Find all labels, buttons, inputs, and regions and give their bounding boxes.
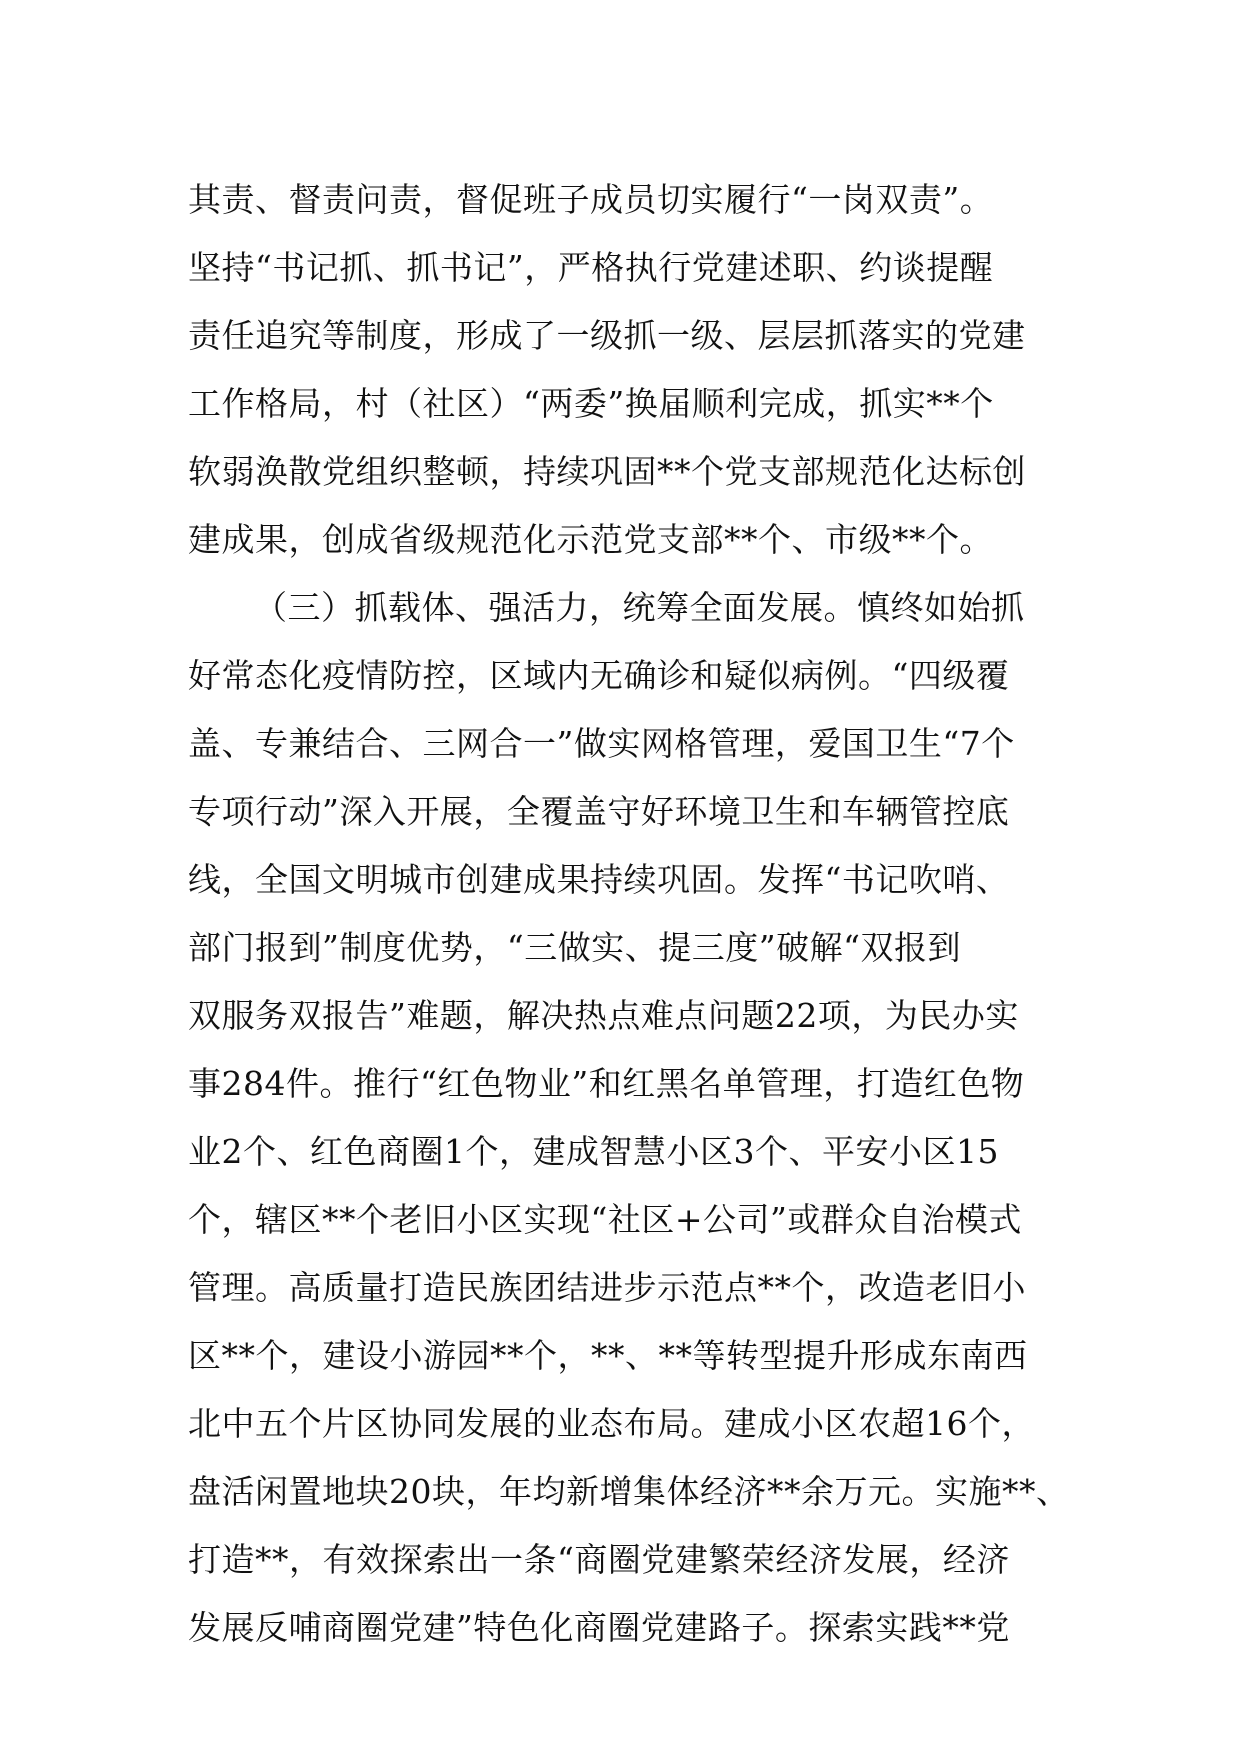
text-line: 软弱涣散党组织整顿，持续巩固**个党支部规范化达标创 bbox=[188, 452, 1026, 491]
text-line: 责任追究等制度，形成了一级抓一级、层层抓落实的党建 bbox=[188, 316, 1026, 355]
text-line: 建成果，创成省级规范化示范党支部**个、市级**个。 bbox=[188, 520, 993, 559]
text-line: 事284件。推行“红色物业”和红黑名单管理，打造红色物 bbox=[188, 1064, 1025, 1103]
text-line: 业2个、红色商圈1个，建成智慧小区3个、平安小区15 bbox=[188, 1132, 999, 1171]
text-line: 线，全国文明城市创建成果持续巩固。发挥“书记吹哨、 bbox=[188, 860, 1010, 899]
text-line: 北中五个片区协同发展的业态布局。建成小区农超16个， bbox=[188, 1404, 1035, 1443]
text-line: 部门报到”制度优势，“三做实、提三度”破解“双报到 bbox=[188, 928, 961, 967]
text-line: 区**个，建设小游园**个，**、**等转型提升形成东南西 bbox=[188, 1336, 1028, 1375]
text-line: 打造**，有效探索出一条“商圈党建繁荣经济发展，经济 bbox=[188, 1540, 1010, 1579]
body-text bbox=[188, 166, 1068, 1662]
text-line: 发展反哺商圈党建”特色化商圈党建路子。探索实践**党 bbox=[188, 1608, 1010, 1647]
text-line: 个，辖区**个老旧小区实现“社区+公司”或群众自治模式 bbox=[188, 1200, 1022, 1239]
text-line: 双服务双报告”难题，解决热点难点问题22项，为民办实 bbox=[188, 996, 1019, 1035]
text-line: 盘活闲置地块20块，年均新增集体经济**余万元。实施**、 bbox=[188, 1472, 1070, 1511]
text-line: 其责、督责问责，督促班子成员切实履行“一岗双责”。 bbox=[188, 180, 994, 219]
section-heading-line: （三）抓载体、强活力，统筹全面发展。慎终如始抓 bbox=[254, 588, 1025, 627]
text-line: 管理。高质量打造民族团结进步示范点**个，改造老旧小 bbox=[188, 1268, 1026, 1307]
text-line: 坚持“书记抓、抓书记”，严格执行党建述职、约谈提醒 bbox=[188, 248, 994, 287]
text-line: 好常态化疫情防控，区域内无确诊和疑似病例。“四级覆 bbox=[188, 656, 1010, 695]
text-line: 盖、专兼结合、三网合一”做实网格管理，爱国卫生“7个 bbox=[188, 724, 1015, 763]
text-line: 工作格局，村（社区）“两委”换届顺利完成，抓实**个 bbox=[188, 384, 994, 423]
text-line: 专项行动”深入开展，全覆盖守好环境卫生和车辆管控底 bbox=[188, 792, 1010, 831]
